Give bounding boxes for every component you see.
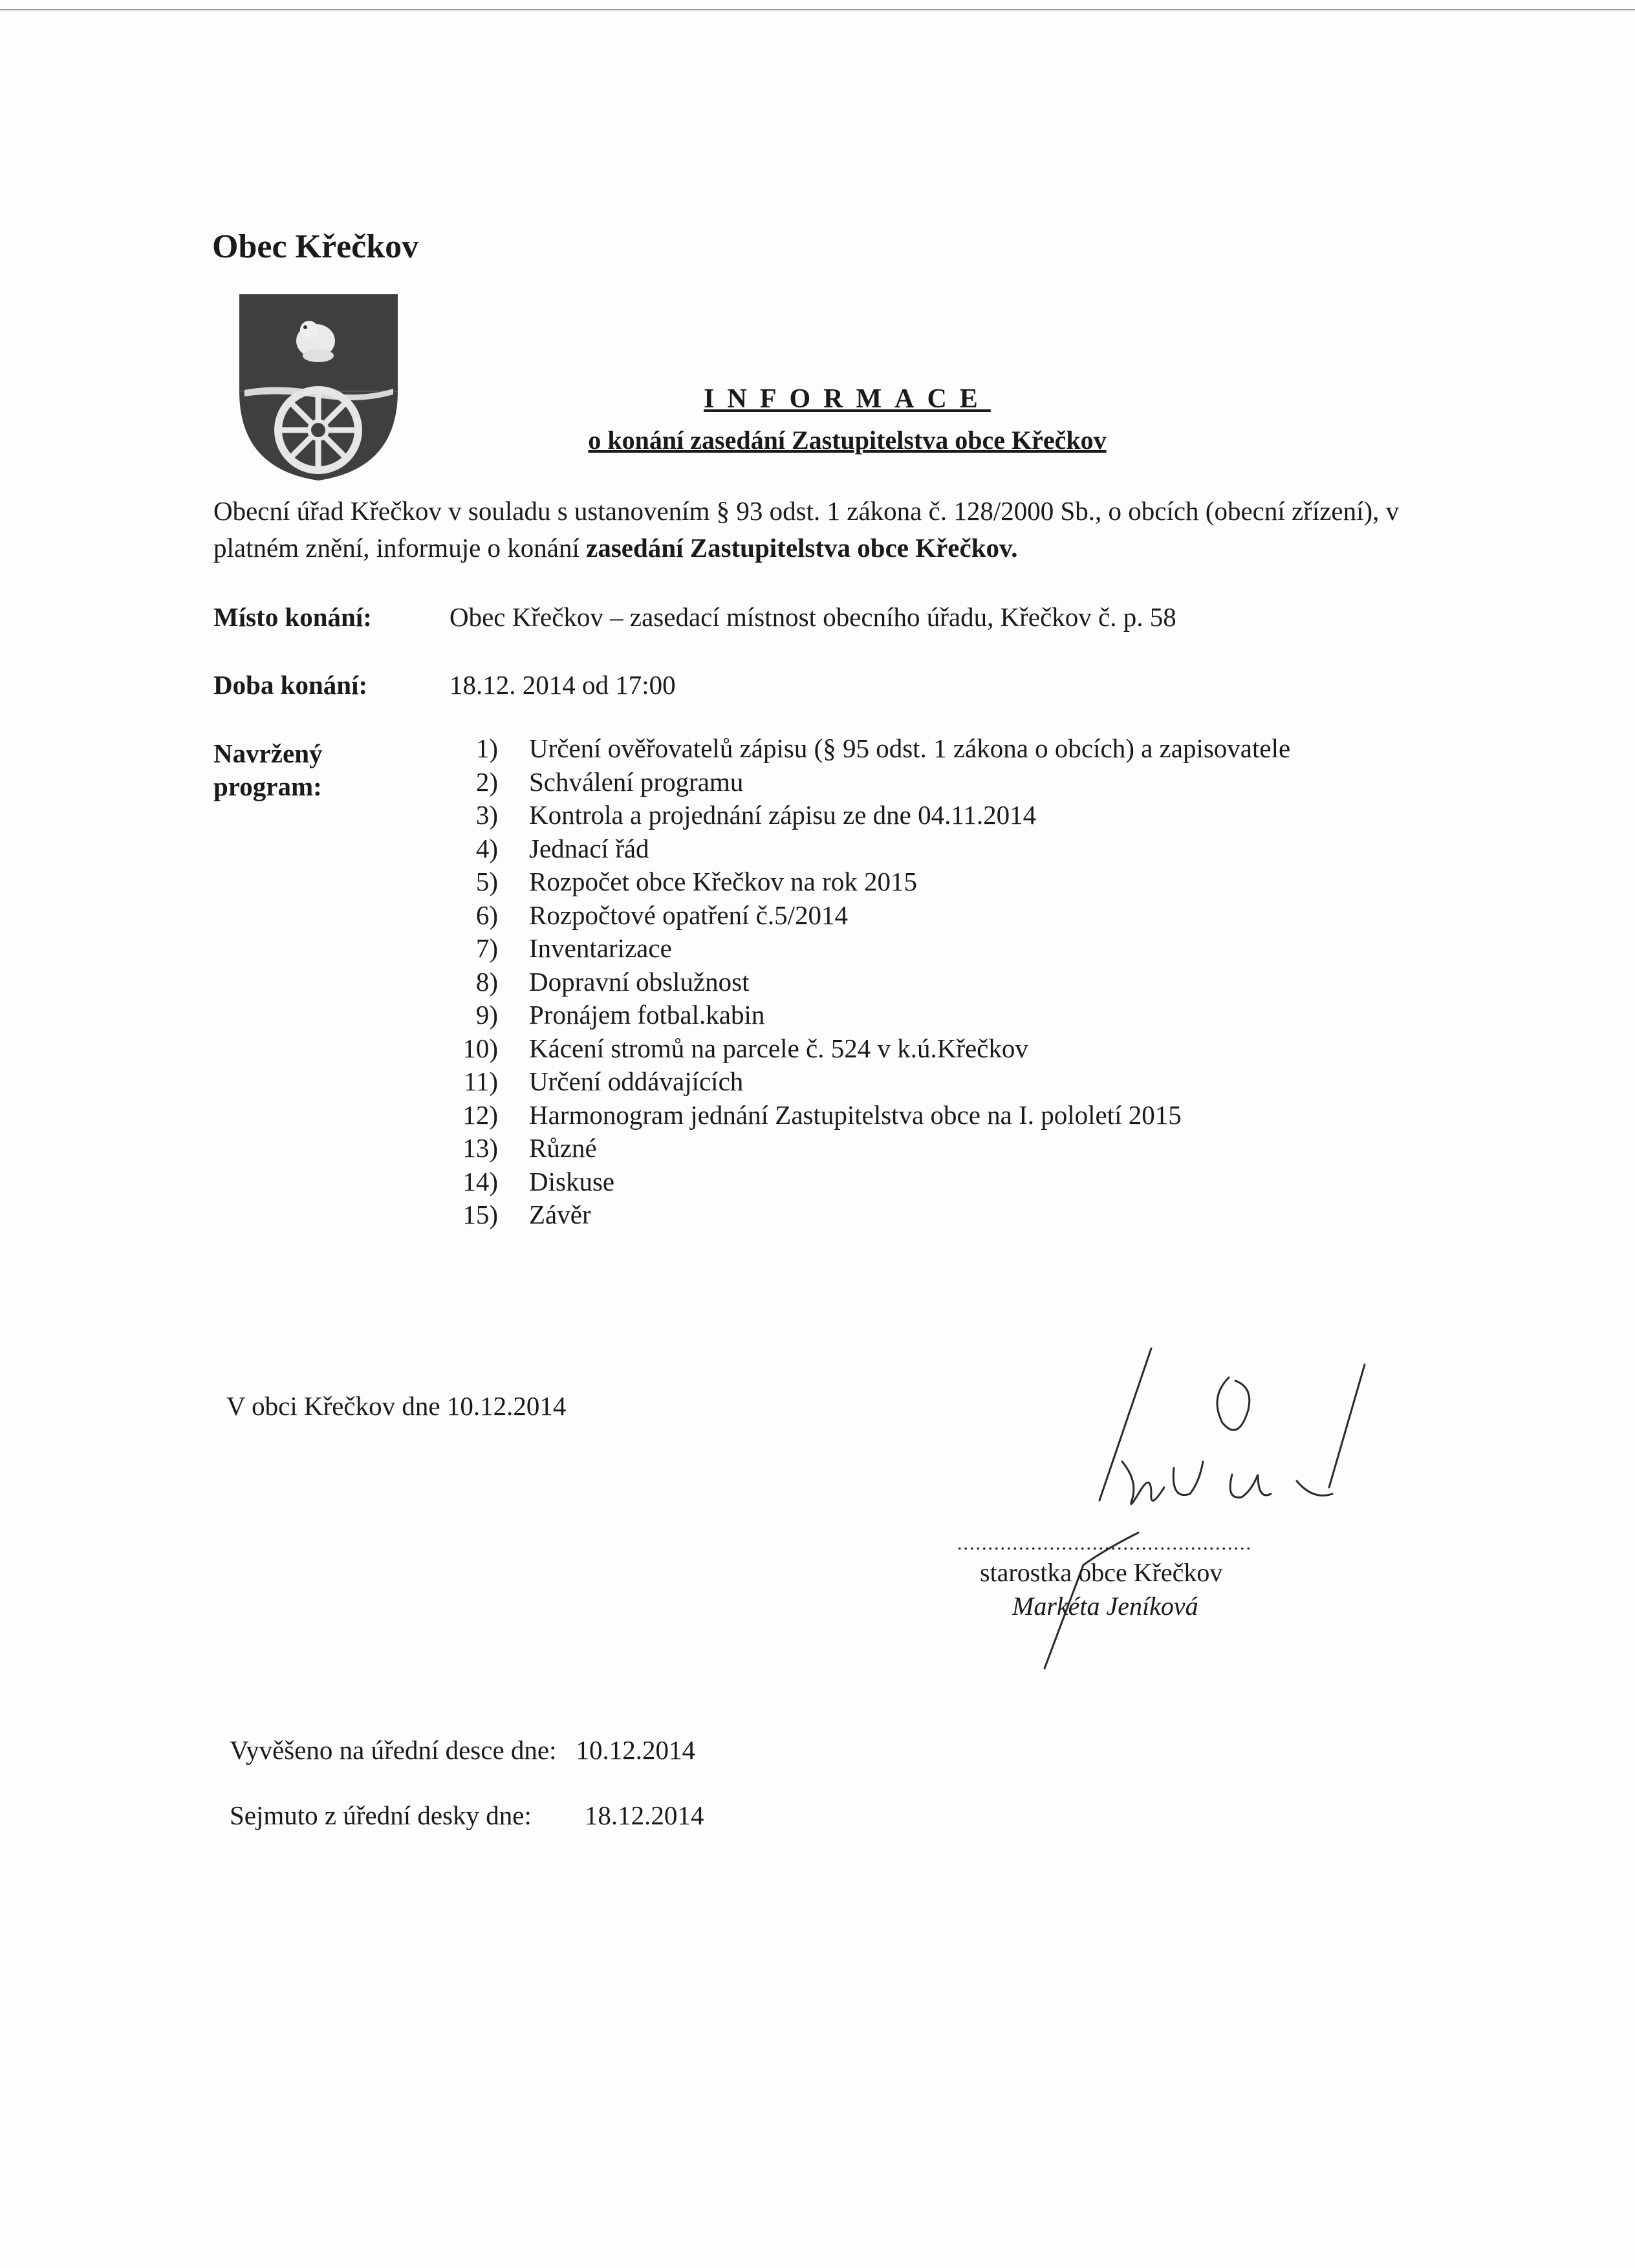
removed-row bbox=[230, 1800, 704, 1831]
agenda-item-text: Inventarizace bbox=[529, 933, 672, 963]
agenda-item-number: 15) bbox=[462, 1200, 498, 1229]
agenda-item bbox=[446, 865, 1481, 899]
agenda-list bbox=[446, 732, 1481, 1232]
agenda-item bbox=[446, 1065, 1481, 1099]
coat-of-arms-icon bbox=[239, 294, 398, 482]
agenda-item bbox=[446, 1165, 1481, 1199]
agenda-item bbox=[446, 899, 1481, 933]
agenda-item-number: 1) bbox=[475, 733, 498, 763]
agenda-item-number: 9) bbox=[475, 1000, 498, 1030]
place-label: Místo konání: bbox=[213, 602, 372, 632]
agenda-item bbox=[446, 1198, 1481, 1232]
posted-label: Vyvěšeno na úřední desce dne: bbox=[230, 1735, 557, 1765]
document-heading: INFORMACE bbox=[704, 384, 991, 414]
agenda-item bbox=[446, 832, 1481, 866]
signature-line: ................................................ bbox=[957, 1533, 1252, 1554]
agenda-item-text: Rozpočtové opatření č.5/2014 bbox=[529, 900, 849, 930]
time-label: Doba konání: bbox=[213, 670, 368, 700]
agenda-item bbox=[446, 799, 1481, 832]
program-label bbox=[213, 737, 323, 803]
removed-date: 18.12.2014 bbox=[584, 1800, 704, 1830]
signatory-name: Markéta Jeníková bbox=[1012, 1592, 1198, 1621]
posted-date: 10.12.2014 bbox=[576, 1735, 695, 1765]
agenda-item bbox=[446, 1132, 1481, 1165]
agenda-item-text: Schválení programu bbox=[529, 766, 744, 797]
place-and-date: V obci Křečkov dne 10.12.2014 bbox=[226, 1391, 567, 1421]
handwritten-signature-icon bbox=[944, 1332, 1423, 1707]
time-value: 18.12. 2014 od 17:00 bbox=[449, 670, 676, 700]
agenda-item bbox=[446, 932, 1481, 966]
intro-bold-text: zasedání Zastupitelstva obce Křečkov. bbox=[586, 533, 1018, 563]
agenda-item-text: Různé bbox=[529, 1133, 597, 1163]
signatory-role: starostka obce Křečkov bbox=[980, 1558, 1223, 1587]
scan-edge-line bbox=[0, 9, 1635, 10]
agenda-item-number: 14) bbox=[462, 1166, 498, 1196]
agenda-item bbox=[446, 732, 1481, 766]
agenda-item-text: Rozpočet obce Křečkov na rok 2015 bbox=[529, 867, 917, 896]
agenda-item-text: Pronájem fotbal.kabin bbox=[529, 1000, 765, 1030]
place-value: Obec Křečkov – zasedací místnost obecního úřadu, Křečkov č. p. 58 bbox=[449, 602, 1176, 632]
program-label-line1: Navržený bbox=[213, 739, 323, 768]
agenda-item-number: 8) bbox=[475, 966, 498, 997]
agenda-item-text: Kontrola a projednání zápisu ze dne 04.11.2014 bbox=[529, 800, 1037, 830]
agenda-item bbox=[446, 1099, 1481, 1132]
agenda-item-text: Jednací řád bbox=[529, 833, 649, 863]
posted-row bbox=[230, 1734, 695, 1766]
agenda-item-number: 3) bbox=[475, 800, 498, 830]
agenda-item-number: 4) bbox=[475, 833, 498, 863]
removed-label: Sejmuto z úřední desky dne: bbox=[230, 1800, 532, 1830]
agenda-item bbox=[446, 766, 1481, 799]
agenda-item-text: Určení ověřovatelů zápisu (§ 95 odst. 1 zákona o obcích) a zapisovatele bbox=[529, 733, 1291, 763]
agenda-item bbox=[446, 966, 1481, 999]
municipality-title: Obec Křečkov bbox=[212, 228, 419, 265]
agenda-item-text: Určení oddávajících bbox=[529, 1066, 744, 1096]
agenda-item-text: Dopravní obslužnost bbox=[529, 966, 750, 997]
agenda-item-number: 11) bbox=[463, 1066, 498, 1096]
intro-paragraph bbox=[213, 493, 1442, 567]
agenda-item-text: Závěr bbox=[529, 1200, 591, 1229]
agenda-item-text: Kácení stromů na parcele č. 524 v k.ú.Křečkov bbox=[529, 1033, 1028, 1063]
agenda-item bbox=[446, 1032, 1481, 1066]
intro-text: Obecní úřad Křečkov v souladu s ustanovením § 93 odst. 1 zákona č. 128/2000 Sb., o obcích (obecní zřízení), v platném znění, informuje o konání bbox=[213, 496, 1400, 563]
agenda-item-number: 13) bbox=[462, 1133, 498, 1163]
agenda-item-text: Harmonogram jednání Zastupitelstva obce na I. pololetí 2015 bbox=[529, 1099, 1182, 1130]
agenda-item-number: 10) bbox=[462, 1033, 498, 1063]
agenda-item-text: Diskuse bbox=[529, 1166, 615, 1196]
document-subheading: o konání zasedání Zastupitelstva obce Křečkov bbox=[588, 426, 1107, 455]
agenda-item bbox=[446, 999, 1481, 1032]
agenda-item-number: 5) bbox=[475, 867, 498, 896]
agenda-item-number: 7) bbox=[475, 933, 498, 963]
program-label-line2: program: bbox=[213, 772, 322, 801]
agenda-item-number: 12) bbox=[462, 1099, 498, 1130]
agenda-item-number: 2) bbox=[475, 766, 498, 797]
agenda-item-number: 6) bbox=[475, 900, 498, 930]
